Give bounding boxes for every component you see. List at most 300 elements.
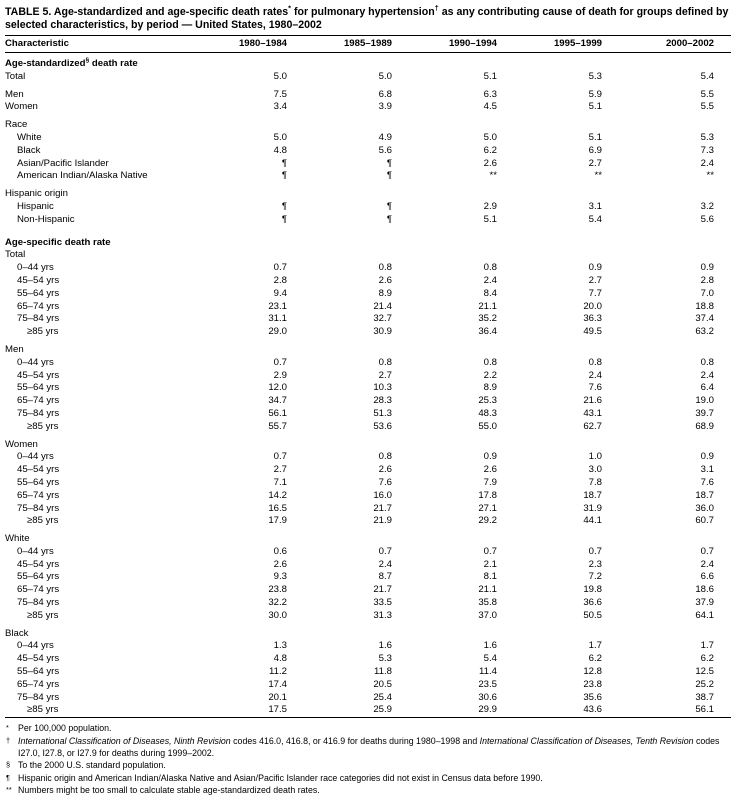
row-label: Hispanic origin xyxy=(5,188,68,200)
value-cell: ¶ xyxy=(281,157,287,169)
row-label: Black xyxy=(17,144,41,156)
value-cell: 4.5 xyxy=(483,101,497,113)
footnote-text: Numbers might be too small to calculate stable age-standardized death rates. xyxy=(18,785,320,796)
value-cell: 31.1 xyxy=(268,313,287,325)
footnote-text: Hispanic origin and American Indian/Alaska Native and Asian/Pacific Islander race categories did not exist in Census data before 1990. xyxy=(18,772,543,783)
value-cell: 7.8 xyxy=(588,476,602,488)
value-cell: 17.8 xyxy=(478,489,497,501)
value-cell: 12.8 xyxy=(583,666,602,678)
row-label: Women xyxy=(5,438,38,450)
row-label: 55–64 yrs xyxy=(17,666,60,678)
row-label: 0–44 yrs xyxy=(17,262,54,274)
footnote xyxy=(5,772,731,784)
value-cell: 20.1 xyxy=(268,691,287,703)
value-cell: 6.8 xyxy=(378,88,392,100)
row-label: Men xyxy=(5,343,24,355)
value-cell: 11.2 xyxy=(269,666,287,678)
value-cell: 1.7 xyxy=(588,640,602,652)
value-cell: 25.3 xyxy=(478,395,497,407)
value-cell: 0.8 xyxy=(588,356,602,368)
row-label: 55–64 yrs xyxy=(17,382,60,394)
table-row xyxy=(5,301,731,314)
table-row xyxy=(5,71,731,84)
footnote xyxy=(5,722,731,734)
value-cell: 37.9 xyxy=(695,597,714,609)
footnote-text: International Classification of Diseases, Ninth Revision codes 416.0, 416.8, or 416.9 for deaths during 1980–1998 and International Classification of Diseases, Tenth Revision codes I27.0, I27.8, or I27.9 for deaths during 1999–2002. xyxy=(18,735,720,759)
value-cell: 21.4 xyxy=(373,300,392,312)
value-cell: 8.9 xyxy=(483,382,497,394)
footnote-marker: ** xyxy=(6,785,12,795)
value-cell: 11.4 xyxy=(479,666,497,678)
table-row xyxy=(5,546,731,559)
row-label: 65–74 yrs xyxy=(17,584,60,596)
table-row xyxy=(5,679,731,692)
data-table xyxy=(5,35,731,718)
value-cell: 19.0 xyxy=(695,395,714,407)
row-label: Race xyxy=(5,119,28,131)
value-cell: 25.4 xyxy=(373,691,392,703)
value-cell: 5.1 xyxy=(483,213,497,225)
value-cell: 12.0 xyxy=(268,382,287,394)
value-cell: 0.8 xyxy=(378,356,392,368)
value-cell: 37.4 xyxy=(695,313,714,325)
row-label: ≥85 yrs xyxy=(27,609,59,621)
value-cell: 56.1 xyxy=(695,704,714,716)
table-row xyxy=(5,170,731,183)
value-cell: 2.4 xyxy=(483,274,497,286)
value-cell: 8.7 xyxy=(378,571,392,583)
table-row xyxy=(5,451,731,464)
value-cell: 2.4 xyxy=(700,157,714,169)
value-cell: 53.6 xyxy=(373,420,392,432)
value-cell: 0.9 xyxy=(588,262,602,274)
row-label: 65–74 yrs xyxy=(17,300,60,312)
value-cell: 21.7 xyxy=(373,584,392,596)
value-cell: 2.1 xyxy=(483,558,497,570)
table-body xyxy=(5,53,731,718)
value-cell: 30.6 xyxy=(478,691,497,703)
table-row xyxy=(5,145,731,158)
value-cell: 55.0 xyxy=(478,420,497,432)
row-label: ≥85 yrs xyxy=(27,326,59,338)
value-cell: 0.9 xyxy=(700,451,714,463)
value-cell: 19.8 xyxy=(583,584,602,596)
value-cell: 2.7 xyxy=(378,369,392,381)
footnote-text: To the 2000 U.S. standard population. xyxy=(18,760,166,771)
row-label: White xyxy=(5,533,30,545)
value-cell: 6.2 xyxy=(588,653,602,665)
value-cell: 38.7 xyxy=(695,691,714,703)
value-cell: 5.5 xyxy=(700,88,714,100)
row-label: Hispanic xyxy=(17,200,54,212)
value-cell: 48.3 xyxy=(478,407,497,419)
column-header-period-1: 1980–1984 xyxy=(237,36,292,53)
value-cell: 51.3 xyxy=(373,407,392,419)
footnote-marker: * xyxy=(6,723,9,733)
row-label: 65–74 yrs xyxy=(17,678,60,690)
group-row xyxy=(5,439,731,452)
table-row xyxy=(5,288,731,301)
table-row xyxy=(5,313,731,326)
value-cell: 2.6 xyxy=(378,274,392,286)
value-cell: 2.9 xyxy=(483,200,497,212)
group-row xyxy=(5,628,731,641)
table-row xyxy=(5,395,731,408)
value-cell: 2.8 xyxy=(700,274,714,286)
value-cell: 31.9 xyxy=(583,502,602,514)
value-cell: 18.6 xyxy=(695,584,714,596)
row-label: 55–64 yrs xyxy=(17,287,60,299)
table-row xyxy=(5,89,731,102)
row-label: 75–84 yrs xyxy=(17,597,60,609)
value-cell: 37.0 xyxy=(478,609,497,621)
value-cell: ¶ xyxy=(386,200,392,212)
value-cell: 23.8 xyxy=(583,678,602,690)
value-cell: 36.6 xyxy=(583,597,602,609)
value-cell: 36.3 xyxy=(583,313,602,325)
value-cell: 68.9 xyxy=(695,420,714,432)
table-row xyxy=(5,515,731,528)
value-cell: 2.6 xyxy=(483,157,497,169)
table-row xyxy=(5,101,731,114)
value-cell: 18.7 xyxy=(583,489,602,501)
value-cell: 30.9 xyxy=(373,326,392,338)
row-label: 75–84 yrs xyxy=(17,313,60,325)
value-cell: 21.6 xyxy=(583,395,602,407)
footnote xyxy=(5,735,731,760)
value-cell: 0.7 xyxy=(273,356,287,368)
value-cell: 32.2 xyxy=(268,597,287,609)
value-cell: 4.8 xyxy=(273,144,287,156)
value-cell: 6.4 xyxy=(700,382,714,394)
value-cell: 0.9 xyxy=(483,451,497,463)
value-cell: 2.4 xyxy=(588,369,602,381)
value-cell: 62.7 xyxy=(583,420,602,432)
value-cell: 8.9 xyxy=(378,287,392,299)
value-cell: 7.6 xyxy=(378,476,392,488)
value-cell: 23.1 xyxy=(268,300,287,312)
value-cell: 1.6 xyxy=(483,640,497,652)
table-row xyxy=(5,421,731,434)
value-cell: 44.1 xyxy=(583,515,602,527)
value-cell: 2.9 xyxy=(273,369,287,381)
value-cell: 2.6 xyxy=(273,558,287,570)
row-label: 45–54 yrs xyxy=(17,558,60,570)
value-cell: 3.1 xyxy=(700,464,714,476)
value-cell: 7.0 xyxy=(700,287,714,299)
value-cell: 2.7 xyxy=(273,464,287,476)
table-row xyxy=(5,464,731,477)
value-cell: 5.3 xyxy=(588,70,602,82)
value-cell: 17.4 xyxy=(268,678,287,690)
value-cell: 5.0 xyxy=(378,70,392,82)
table-row xyxy=(5,503,731,516)
value-cell: 5.0 xyxy=(273,70,287,82)
value-cell: 34.7 xyxy=(268,395,287,407)
value-cell: 3.0 xyxy=(588,464,602,476)
value-cell: 5.4 xyxy=(588,213,602,225)
table-row xyxy=(5,704,731,717)
value-cell: 0.7 xyxy=(483,545,497,557)
value-cell: 25.2 xyxy=(695,678,714,690)
value-cell: 30.0 xyxy=(268,609,287,621)
row-label: Black xyxy=(5,627,29,639)
column-header-period-5: 2000–2002 xyxy=(607,36,731,53)
row-label: Age-standardized§ death rate xyxy=(5,56,138,69)
value-cell: 3.9 xyxy=(378,101,392,113)
table-row xyxy=(5,158,731,171)
value-cell: 1.6 xyxy=(378,640,392,652)
table-row xyxy=(5,132,731,145)
value-cell: 16.5 xyxy=(268,502,287,514)
table-row xyxy=(5,262,731,275)
value-cell: 7.6 xyxy=(588,382,602,394)
column-header-characteristic: Characteristic xyxy=(5,36,237,53)
row-label: Total xyxy=(5,70,26,82)
row-label: American Indian/Alaska Native xyxy=(17,170,148,182)
value-cell: 10.3 xyxy=(373,382,392,394)
value-cell: 5.9 xyxy=(588,88,602,100)
value-cell: 0.7 xyxy=(273,262,287,274)
value-cell: 2.6 xyxy=(378,464,392,476)
value-cell: 5.1 xyxy=(483,70,497,82)
value-cell: 43.6 xyxy=(583,704,602,716)
value-cell: 12.5 xyxy=(695,666,714,678)
value-cell: 21.1 xyxy=(478,300,497,312)
row-label: Women xyxy=(5,101,38,113)
table-row xyxy=(5,370,731,383)
table-row xyxy=(5,357,731,370)
value-cell: 0.8 xyxy=(378,451,392,463)
value-cell: 27.1 xyxy=(478,502,497,514)
value-cell: 2.4 xyxy=(378,558,392,570)
value-cell: 25.9 xyxy=(373,704,392,716)
row-label: Age-specific death rate xyxy=(5,236,111,248)
group-row xyxy=(5,188,731,201)
row-label: ≥85 yrs xyxy=(27,515,59,527)
table-row xyxy=(5,490,731,503)
value-cell: 55.7 xyxy=(268,420,287,432)
value-cell: 0.7 xyxy=(378,545,392,557)
value-cell: 3.1 xyxy=(588,200,602,212)
row-label: Men xyxy=(5,88,24,100)
value-cell: 7.5 xyxy=(273,88,287,100)
value-cell: 60.7 xyxy=(695,515,714,527)
value-cell: 0.9 xyxy=(700,262,714,274)
value-cell: 5.6 xyxy=(378,144,392,156)
value-cell: 5.0 xyxy=(483,131,497,143)
value-cell: 4.8 xyxy=(273,653,287,665)
table-row xyxy=(5,408,731,421)
value-cell: ¶ xyxy=(281,200,287,212)
value-cell: 21.7 xyxy=(373,502,392,514)
value-cell: 6.2 xyxy=(700,653,714,665)
row-label: 0–44 yrs xyxy=(17,356,54,368)
value-cell: 2.2 xyxy=(483,369,497,381)
row-label: Asian/Pacific Islander xyxy=(17,157,109,169)
value-cell: 2.8 xyxy=(273,274,287,286)
value-cell: 16.0 xyxy=(373,489,392,501)
row-label: 75–84 yrs xyxy=(17,502,60,514)
row-label: 65–74 yrs xyxy=(17,395,60,407)
table-row xyxy=(5,559,731,572)
row-label: ≥85 yrs xyxy=(27,704,59,716)
value-cell: 5.3 xyxy=(378,653,392,665)
row-label: White xyxy=(17,131,42,143)
value-cell: 21.1 xyxy=(478,584,497,596)
value-cell: 0.7 xyxy=(588,545,602,557)
value-cell: 3.2 xyxy=(700,200,714,212)
table-row xyxy=(5,214,731,227)
value-cell: 9.3 xyxy=(273,571,287,583)
table-row xyxy=(5,692,731,705)
section-row xyxy=(5,232,731,250)
value-cell: 43.1 xyxy=(583,407,602,419)
value-cell: 33.5 xyxy=(373,597,392,609)
column-header-period-4: 1995–1999 xyxy=(502,36,607,53)
footnotes xyxy=(5,722,731,796)
value-cell: 2.3 xyxy=(588,558,602,570)
table-row xyxy=(5,571,731,584)
header-row xyxy=(5,36,731,53)
value-cell: 35.2 xyxy=(478,313,497,325)
value-cell: ** xyxy=(706,170,714,182)
value-cell: 0.8 xyxy=(378,262,392,274)
value-cell: 36.4 xyxy=(478,326,497,338)
value-cell: 21.9 xyxy=(373,515,392,527)
value-cell: 63.2 xyxy=(695,326,714,338)
table-row xyxy=(5,666,731,679)
value-cell: 7.2 xyxy=(588,571,602,583)
value-cell: 20.5 xyxy=(373,678,392,690)
value-cell: 17.5 xyxy=(268,704,287,716)
row-label: 55–64 yrs xyxy=(17,476,60,488)
column-header-period-2: 1985–1989 xyxy=(292,36,397,53)
value-cell: 0.7 xyxy=(273,451,287,463)
group-row xyxy=(5,344,731,357)
table-row xyxy=(5,477,731,490)
value-cell: 31.3 xyxy=(373,609,392,621)
value-cell: 8.4 xyxy=(483,287,497,299)
value-cell: 5.5 xyxy=(700,101,714,113)
value-cell: 29.9 xyxy=(478,704,497,716)
section-row xyxy=(5,53,731,71)
footnote xyxy=(5,784,731,796)
value-cell: 0.8 xyxy=(483,262,497,274)
value-cell: 0.7 xyxy=(700,545,714,557)
table-row xyxy=(5,201,731,214)
value-cell: 56.1 xyxy=(268,407,287,419)
row-label: Total xyxy=(5,249,26,261)
group-row xyxy=(5,533,731,546)
value-cell: ** xyxy=(594,170,602,182)
value-cell: 7.7 xyxy=(588,287,602,299)
row-label: Non-Hispanic xyxy=(17,213,75,225)
footnote-marker: ¶ xyxy=(6,772,10,782)
row-label: 45–54 yrs xyxy=(17,369,60,381)
value-cell: ¶ xyxy=(386,170,392,182)
table-row xyxy=(5,326,731,339)
value-cell: 23.8 xyxy=(268,584,287,596)
value-cell: 2.7 xyxy=(588,157,602,169)
value-cell: 8.1 xyxy=(483,571,497,583)
value-cell: 5.1 xyxy=(588,101,602,113)
footnote xyxy=(5,759,731,771)
value-cell: 4.9 xyxy=(378,131,392,143)
footnote-marker: † xyxy=(6,735,11,745)
value-cell: 6.6 xyxy=(700,571,714,583)
value-cell: ** xyxy=(489,170,497,182)
value-cell: 20.0 xyxy=(583,300,602,312)
footnote-text: Per 100,000 population. xyxy=(18,723,112,734)
table-row xyxy=(5,597,731,610)
value-cell: 7.3 xyxy=(700,144,714,156)
value-cell: 0.8 xyxy=(483,356,497,368)
value-cell: 5.4 xyxy=(700,70,714,82)
table-row xyxy=(5,584,731,597)
row-label: 75–84 yrs xyxy=(17,407,60,419)
table-row xyxy=(5,610,731,623)
value-cell: 1.3 xyxy=(273,640,287,652)
row-label: 45–54 yrs xyxy=(17,464,60,476)
value-cell: 2.7 xyxy=(588,274,602,286)
row-label: 45–54 yrs xyxy=(17,653,60,665)
value-cell: 14.2 xyxy=(268,489,287,501)
value-cell: 29.0 xyxy=(268,326,287,338)
group-row xyxy=(5,249,731,262)
value-cell: 50.5 xyxy=(583,609,602,621)
value-cell: 5.0 xyxy=(273,131,287,143)
value-cell: 28.3 xyxy=(373,395,392,407)
row-label: 75–84 yrs xyxy=(17,691,60,703)
value-cell: 23.5 xyxy=(478,678,497,690)
row-label: 65–74 yrs xyxy=(17,489,60,501)
value-cell: 6.3 xyxy=(483,88,497,100)
value-cell: 7.1 xyxy=(273,476,287,488)
value-cell: 1.7 xyxy=(700,640,714,652)
value-cell: 5.6 xyxy=(700,213,714,225)
value-cell: 32.7 xyxy=(373,313,392,325)
value-cell: 9.4 xyxy=(273,287,287,299)
value-cell: 17.9 xyxy=(268,515,287,527)
value-cell: 36.0 xyxy=(695,502,714,514)
value-cell: 0.6 xyxy=(273,545,287,557)
value-cell: ¶ xyxy=(386,157,392,169)
value-cell: ¶ xyxy=(281,170,287,182)
row-label: ≥85 yrs xyxy=(27,420,59,432)
value-cell: 2.4 xyxy=(700,558,714,570)
value-cell: 35.8 xyxy=(478,597,497,609)
value-cell: 29.2 xyxy=(478,515,497,527)
table-row xyxy=(5,640,731,653)
row-label: 0–44 yrs xyxy=(17,451,54,463)
value-cell: 6.9 xyxy=(588,144,602,156)
value-cell: 7.6 xyxy=(700,476,714,488)
row-label: 0–44 yrs xyxy=(17,545,54,557)
column-header-period-3: 1990–1994 xyxy=(397,36,502,53)
value-cell: 2.6 xyxy=(483,464,497,476)
value-cell: 39.7 xyxy=(695,407,714,419)
value-cell: 11.8 xyxy=(374,666,392,678)
value-cell: 5.1 xyxy=(588,131,602,143)
group-row xyxy=(5,119,731,132)
value-cell: 18.8 xyxy=(695,300,714,312)
value-cell: ¶ xyxy=(281,213,287,225)
table-title: TABLE 5. Age-standardized and age-specific death rates* for pulmonary hypertension† as any contributing cause of death for groups defined by selected characteristics, by period — United States, 1980–2002 xyxy=(5,3,729,31)
table-row xyxy=(5,382,731,395)
value-cell: 6.2 xyxy=(483,144,497,156)
value-cell: 5.3 xyxy=(700,131,714,143)
